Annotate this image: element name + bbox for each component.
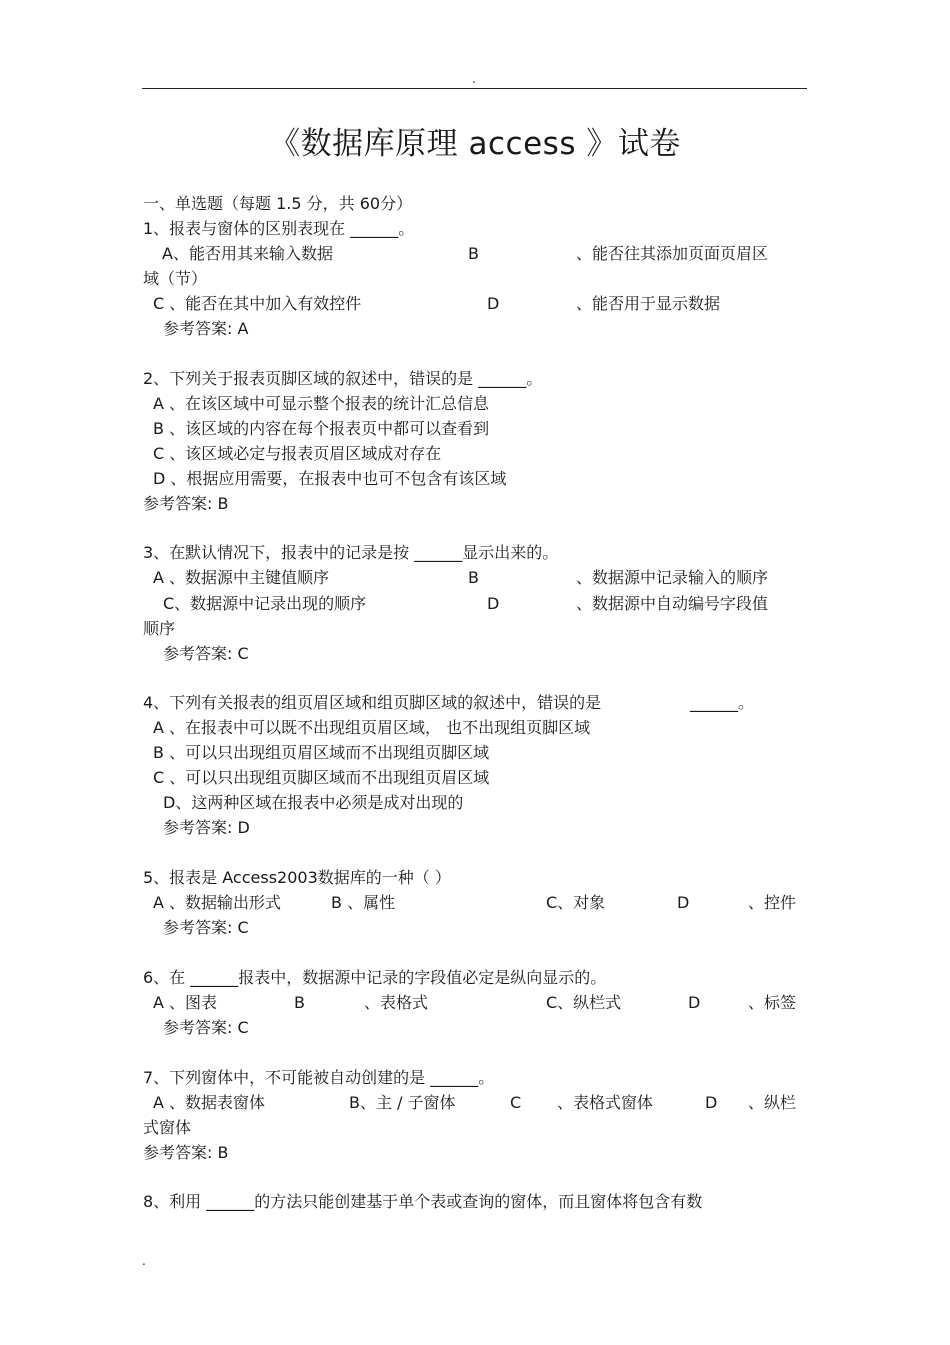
- question-7-answer: 参考答案: B: [143, 1143, 229, 1162]
- question-3-answer: 参考答案: C: [163, 644, 249, 663]
- question-2-answer: 参考答案: B: [143, 494, 229, 513]
- question-7-option-d-letter: D: [705, 1093, 718, 1112]
- page-title: 《数据库原理 access 》试卷: [269, 126, 681, 162]
- question-4-option-c: C 、可以只出现组页脚区域而不出现组页眉区域: [153, 768, 490, 787]
- question-6-option-a: A 、图表: [153, 993, 218, 1012]
- question-6-answer: 参考答案: C: [163, 1018, 249, 1037]
- question-3-stem: 3、在默认情况下，报表中的记录是按 ______显示出来的。: [143, 543, 559, 562]
- header-mark: .: [472, 72, 476, 86]
- question-6-option-b-letter: B: [294, 993, 305, 1012]
- question-2-option-a: A 、在该区域中可显示整个报表的统计汇总信息: [153, 394, 490, 413]
- question-8-stem: 8、利用 ______的方法只能创建基于单个表或查询的窗体，而且窗体将包含有数: [143, 1192, 703, 1211]
- question-1-option-b-wrap: 域（节）: [143, 269, 208, 288]
- question-3-option-b-text: 、数据源中记录输入的顺序: [576, 568, 769, 587]
- question-5-option-a: A 、数据输出形式: [153, 893, 282, 912]
- question-6-option-d-text: 、标签: [748, 993, 797, 1012]
- footer-mark: .: [142, 1254, 146, 1268]
- question-2-option-c: C 、该区域必定与报表页眉区域成对存在: [153, 444, 442, 463]
- question-4-stem-blank: ______。: [690, 693, 755, 712]
- question-2-option-d: D 、根据应用需要，在报表中也可不包含有该区域: [153, 469, 507, 488]
- question-4-answer: 参考答案: D: [163, 818, 250, 837]
- question-3-option-c: C、数据源中记录出现的顺序: [163, 594, 367, 613]
- question-1-answer: 参考答案: A: [163, 319, 249, 338]
- question-7-option-a: A 、数据表窗体: [153, 1093, 266, 1112]
- question-1-option-b-text: 、能否往其添加页面页眉区: [576, 244, 769, 263]
- question-5-answer: 参考答案: C: [163, 918, 249, 937]
- question-5-option-d-text: 、控件: [748, 893, 797, 912]
- question-4-option-a: A 、在报表中可以既不出现组页眉区域， 也不出现组页脚区域: [153, 718, 591, 737]
- header-rule: [142, 88, 807, 89]
- question-6-option-b-text: 、表格式: [364, 993, 429, 1012]
- question-7-option-c-letter: C: [510, 1093, 522, 1112]
- question-6-option-d-letter: D: [688, 993, 701, 1012]
- question-2-stem: 2、下列关于报表页脚区域的叙述中，错误的是 ______。: [143, 369, 543, 388]
- question-7-option-d-wrap: 式窗体: [143, 1118, 192, 1137]
- question-1-option-b-letter: B: [468, 244, 479, 263]
- question-7-option-c-text: 、表格式窗体: [557, 1093, 654, 1112]
- question-7-option-b: B、主 / 子窗体: [349, 1093, 456, 1112]
- question-5-option-b: B 、属性: [331, 893, 396, 912]
- question-3-option-d-letter: D: [487, 594, 500, 613]
- question-6-option-c: C、纵栏式: [546, 993, 622, 1012]
- question-1-option-d-text: 、能否用于显示数据: [576, 294, 721, 313]
- question-3-option-a: A 、数据源中主键值顺序: [153, 568, 330, 587]
- question-6-stem: 6、在 ______报表中，数据源中记录的字段值必定是纵向显示的。: [143, 968, 607, 987]
- question-2-option-b: B 、该区域的内容在每个报表页中都可以查看到: [153, 419, 490, 438]
- question-3-option-d-wrap: 顺序: [143, 619, 176, 638]
- question-5-stem: 5、报表是 Access2003数据库的一种（ ）: [143, 868, 451, 887]
- question-4-option-b: B 、可以只出现组页眉区域而不出现组页脚区域: [153, 743, 490, 762]
- question-7-option-d-text: 、纵栏: [748, 1093, 797, 1112]
- question-4-stem: 4、下列有关报表的组页眉区域和组页脚区域的叙述中，错误的是: [143, 693, 602, 712]
- question-5-option-c: C、对象: [546, 893, 606, 912]
- question-1-stem: 1、报表与窗体的区别表现在 ______。: [143, 219, 415, 238]
- question-3-option-b-letter: B: [468, 568, 479, 587]
- question-7-stem: 7、下列窗体中，不可能被自动创建的是 ______。: [143, 1068, 495, 1087]
- question-1-option-a: A、能否用其来输入数据: [162, 244, 333, 263]
- question-1-option-d-letter: D: [487, 294, 500, 313]
- question-5-option-d-letter: D: [677, 893, 690, 912]
- question-1-option-c: C 、能否在其中加入有效控件: [153, 294, 362, 313]
- question-3-option-d-text: 、数据源中自动编号字段值: [576, 594, 769, 613]
- question-4-option-d: D、这两种区域在报表中必须是成对出现的: [163, 793, 464, 812]
- section-heading: 一、单选题（每题 1.5 分，共 60分）: [143, 194, 413, 213]
